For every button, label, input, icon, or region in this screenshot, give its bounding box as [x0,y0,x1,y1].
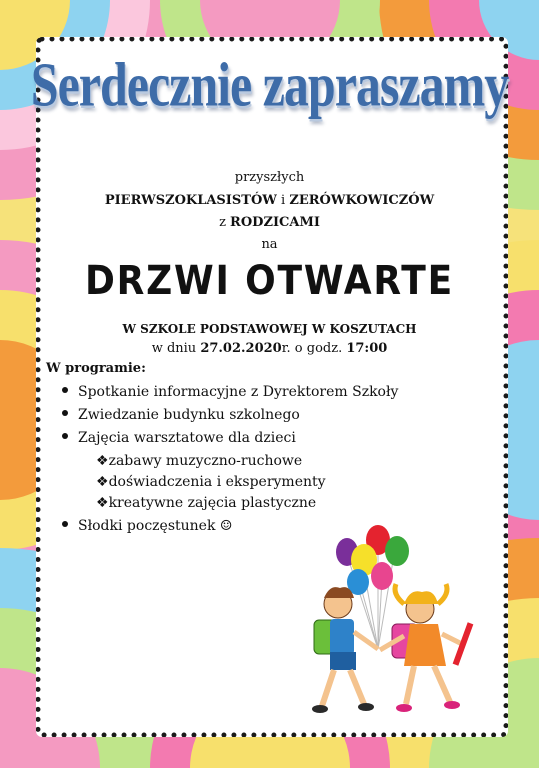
event-time: 17:00 [346,341,388,356]
invite-parents: RODZICAMI [230,215,320,230]
program-item [62,430,296,446]
invite-line-4: na [261,237,278,252]
program-item-text: Zajęcia warsztatowe dla dzieci [78,430,296,446]
program-item [62,518,232,534]
bullet-icon [62,433,68,439]
invite-kindergartners: ZERÓWKOWICZÓW [289,193,435,208]
invite-line-3 [0,215,539,230]
bullet-icon [62,410,68,416]
school-name: W SZKOLE PODSTAWOWEJ W KOSZUTACH [122,322,417,336]
program-item-text: Słodki poczęstunek ☺ [78,518,233,534]
program-item [62,384,398,400]
event-date: 27.02.2020 [200,341,282,356]
program-item-text: Spotkanie informacyjne z Dyrektorem Szkoły [78,384,399,400]
program-sub-item-text: zabawy muzyczno-ruchowe [108,453,303,469]
bullet-icon [62,387,68,393]
invite-line-1: przyszłych [234,170,305,185]
invite-with: z [219,215,231,230]
program-label: W programie: [46,361,146,376]
program-sub-item-text: kreatywne zajęcia plastyczne [108,495,317,511]
invite-first-graders: PIERWSZOKLASISTÓW [104,193,277,208]
invite-and: i [276,193,290,208]
bullet-icon [62,521,68,527]
kids-with-balloons-illustration [300,524,490,719]
diamond-bullet-icon: ❖ [96,453,109,469]
program-sub-item [96,474,326,490]
program-sub-item-text: doświadczenia i eksperymenty [108,474,326,490]
diamond-bullet-icon: ❖ [96,495,109,511]
program-sub-item [96,495,316,511]
diamond-bullet-icon: ❖ [96,474,109,490]
date-prefix: w dniu [151,341,201,356]
program-sub-item [96,453,302,469]
event-heading: DRZWI OTWARTE [84,258,455,304]
program-item [62,407,300,423]
event-date-time [0,341,539,356]
invite-line-2 [0,193,539,208]
date-suffix: r. o godz. [281,341,347,356]
program-item-text: Zwiedzanie budynku szkolnego [78,407,300,423]
poster-title: Serdecznie zapraszamy [30,49,509,120]
